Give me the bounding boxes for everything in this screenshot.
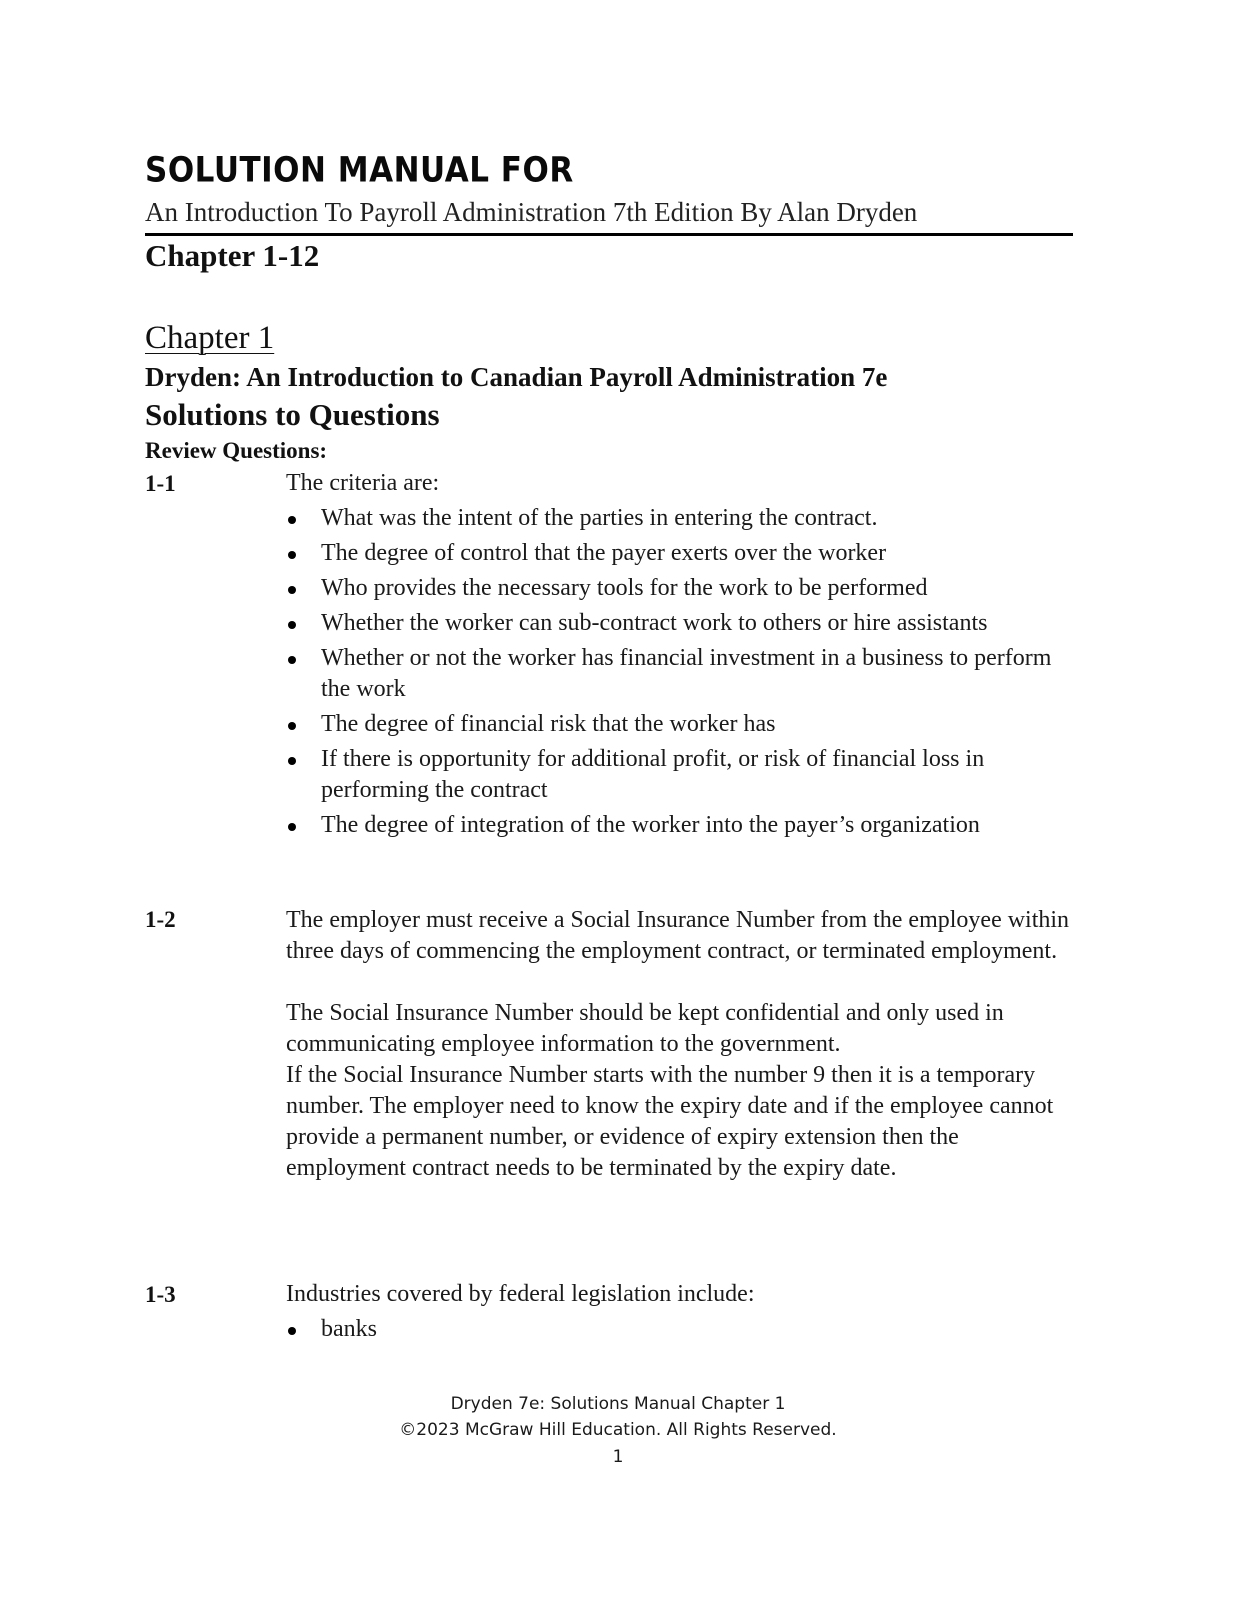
answer-paragraph: The employer must receive a Social Insurance Number from the employee within three days of commencing the employment contract, or terminated employment. [286, 907, 1070, 964]
list-item: The degree of control that the payer exerts over the worker [286, 538, 1076, 569]
question-intro: Industries covered by federal legislation include: [286, 1281, 755, 1307]
list-item: banks [286, 1314, 1076, 1345]
list-item: Whether or not the worker has financial investment in a business to perform the work [286, 643, 1076, 705]
list-item: Whether the worker can sub-contract work to others or hire assistants [286, 608, 1076, 639]
list-item: If there is opportunity for additional profit, or risk of financial loss in performing the contract [286, 744, 1076, 806]
question-number: 1-2 [145, 907, 176, 932]
question-number: 1-1 [145, 471, 176, 496]
footer-copyright: ©2023 McGraw Hill Education. All Rights Reserved. [399, 1420, 837, 1440]
page-number: 1 [612, 1447, 624, 1467]
bullet-icon [288, 586, 296, 594]
book-subtitle: An Introduction To Payroll Administration 7th Edition By Alan Dryden [145, 197, 918, 227]
list-item: The degree of financial risk that the worker has [286, 709, 1076, 740]
bullet-icon [288, 757, 296, 765]
footer-title: Dryden 7e: Solutions Manual Chapter 1 [450, 1394, 786, 1414]
bullet-icon [288, 551, 296, 559]
criteria-list [286, 503, 1076, 845]
solution-manual-banner: SOLUTION MANUAL FOR [145, 150, 574, 191]
chapter-range-heading: Chapter 1-12 [145, 238, 320, 273]
header-divider [145, 233, 1073, 236]
bullet-icon [288, 621, 296, 629]
chapter-heading: Chapter 1 [145, 320, 275, 356]
answer-paragraph: The Social Insurance Number should be kept confidential and only used in communicating employee information to the government. [286, 1000, 1004, 1057]
question-answer [286, 905, 1076, 1184]
bullet-icon [288, 656, 296, 664]
solutions-heading: Solutions to Questions [145, 397, 440, 432]
book-title: Dryden: An Introduction to Canadian Payroll Administration 7e [145, 362, 888, 392]
industries-list [286, 1314, 1076, 1349]
bullet-icon [288, 823, 296, 831]
question-intro: The criteria are: [286, 470, 440, 496]
bullet-icon [288, 516, 296, 524]
bullet-icon [288, 722, 296, 730]
list-item: The degree of integration of the worker into the payer’s organization [286, 810, 1076, 841]
answer-paragraph: If the Social Insurance Number starts with the number 9 then it is a temporary number. The employer need to know the expiry date and if the employee cannot provide a permanent number, or evidence of expiry extension then the employment contract needs to be terminated by the expiry date. [286, 1062, 1054, 1181]
bullet-icon [288, 1327, 296, 1335]
question-number: 1-3 [145, 1282, 176, 1307]
review-questions-heading: Review Questions: [145, 438, 328, 463]
list-item: What was the intent of the parties in entering the contract. [286, 503, 1076, 534]
list-item: Who provides the necessary tools for the work to be performed [286, 573, 1076, 604]
